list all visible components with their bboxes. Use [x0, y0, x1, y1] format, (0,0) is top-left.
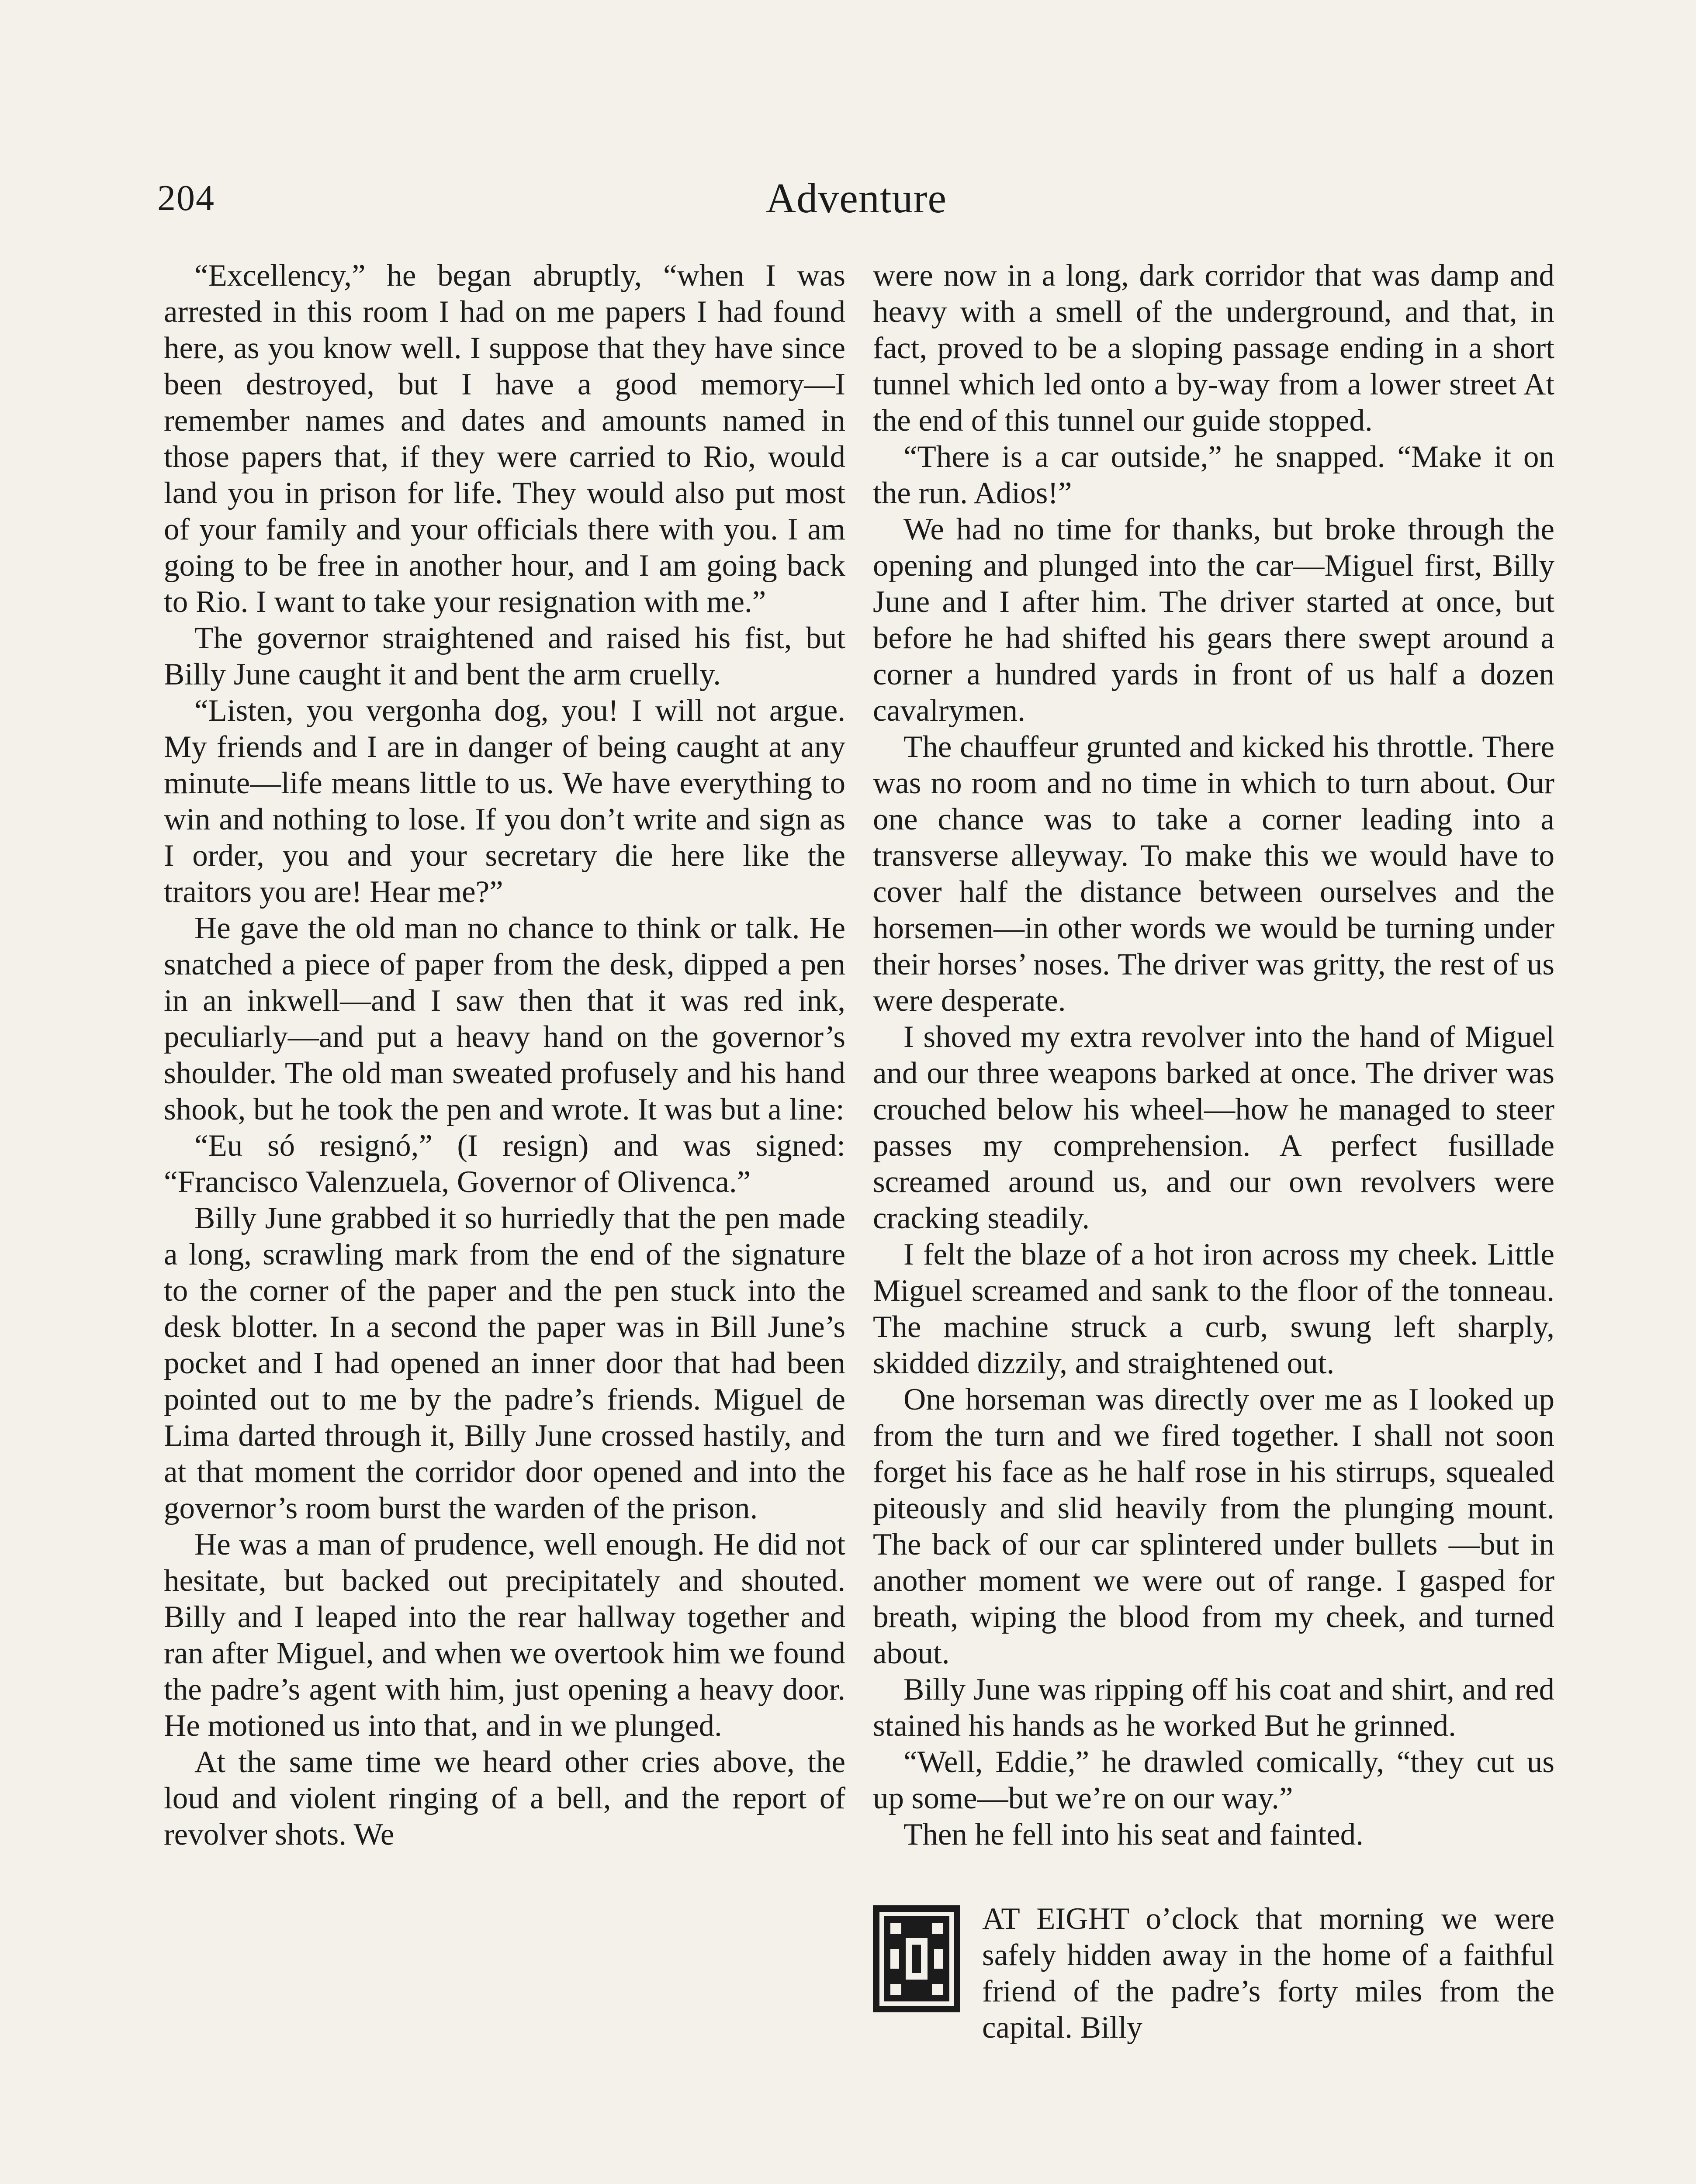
- paragraph: At the same time we heard other cries above, the loud and violent ringing of a bell, and the report of revolver shots. We: [164, 1745, 845, 1852]
- paragraph: “Listen, you vergonha dog, you! I will not argue. My friends and I are in danger of being caught at any minute—life means little to us. We have everything to win and nothing to lose. If you don’t write and sign as I order, you and your secretary die here like the traitors you are! Hear me?”: [164, 694, 845, 909]
- paragraph: “Well, Eddie,” he drawled comically, “they cut us up some—but we’re on our way.”: [873, 1745, 1554, 1815]
- page-number: 204: [157, 178, 215, 218]
- ornamental-block-icon: [873, 1905, 960, 2012]
- paragraph: I felt the blaze of a hot iron across my cheek. Little Miguel screamed and sank to the floor of the tonneau. The machine struck a curb, swung left sharply, skidded dizzily, and straightened out.: [873, 1237, 1554, 1380]
- paragraph: The chauffeur grunted and kicked his throttle. There was no room and no time in which to turn about. Our one chance was to take a corner leading into a transverse alleyway. To make this we would have to cover half the distance between ourselves and the horsemen—in other words we would be turning under their horses’ noses. The driver was gritty, the rest of us were desperate.: [873, 730, 1554, 1018]
- paragraph: He was a man of prudence, well enough. He did not hesitate, but backed out precipitately and shouted. Billy and I leaped into the rear hallway together and ran after Miguel, and when we overtook him we found the padre’s agent with him, just opening a heavy door. He motioned us into that, and in we plunged.: [164, 1527, 845, 1743]
- paragraph: “Excellency,” he began abruptly, “when I was arrested in this room I had on me papers I had found here, as you know well. I suppose that they have since been destroyed, but I have a good memory—I remember names and dates and amounts named in those papers that, if they were carried to Rio, would land you in prison for life. They would also put most of your family and your officials there with you. I am going to be free in another hour, and I am going back to Rio. I want to take your resignation with me.”: [164, 259, 845, 619]
- section-break: [873, 1901, 1554, 2046]
- paragraph: The governor straightened and raised his fist, but Billy June caught it and bent the arm cruelly.: [164, 621, 845, 691]
- section-opening-paragraph: AT EIGHT o’clock that morning we were safely hidden away in the home of a faithful friend of the padre’s forty miles from the capital. Billy: [982, 1902, 1554, 2045]
- paragraph: I shoved my extra revolver into the hand of Miguel and our three weapons barked at once. The driver was crouched below his wheel—how he managed to steer passes my comprehension. A perfect fusillade screamed around us, and our own revolvers were cracking steadily.: [873, 1020, 1554, 1235]
- paragraph: We had no time for thanks, but broke through the opening and plunged into the car—Miguel first, Billy June and I after him. The driver started at once, but before he had shifted his gears there swept around a corner a hundred yards in front of us half a dozen cavalrymen.: [873, 512, 1554, 728]
- paragraph: Billy June grabbed it so hurriedly that the pen made a long, scrawling mark from the end of the signature to the corner of the paper and the pen stuck into the desk blotter. In a second the paper was in Bill June’s pocket and I had opened an inner door that had been pointed out to me by the padre’s friends. Miguel de Lima darted through it, Billy June crossed hastily, and at that moment the corridor door opened and into the governor’s room burst the warden of the prison.: [164, 1201, 845, 1525]
- paragraph: He gave the old man no chance to think or talk. He snatched a piece of paper from the desk, dipped a pen in an inkwell—and I saw then that it was red ink, peculiarly—and put a heavy hand on the governor’s shoulder. The old man sweated profusely and his hand shook, but he took the pen and wrote. It was but a line:: [164, 911, 845, 1127]
- paragraph: Then he fell into his seat and fainted.: [903, 1818, 1364, 1852]
- paragraph: Billy June was ripping off his coat and shirt, and red stained his hands as he worked But he grinned.: [873, 1673, 1554, 1743]
- paragraph: One horseman was directly over me as I looked up from the turn and we fired together. I shall not soon forget his face as he half rose in his stirrups, squealed piteously and slid heavily from the plunging mount. The back of our car splintered under bullets —but in another moment we were out of range. I gasped for breath, wiping the blood from my cheek, and turned about.: [873, 1382, 1554, 1670]
- paragraph: were now in a long, dark corridor that was damp and heavy with a smell of the underground, and that, in fact, proved to be a sloping passage ending in a short tunnel which led onto a by-way from a lower street At the end of this tunnel our guide stopped.: [873, 259, 1554, 438]
- paragraph: “There is a car outside,” he snapped. “Make it on the run. Adios!”: [873, 440, 1554, 510]
- paragraph: “Eu só resignó,” (I resign) and was signed: “Francisco Valenzuela, Governor of Olivenca.”: [164, 1129, 845, 1199]
- magazine-title: Adventure: [765, 175, 947, 221]
- right-column: [873, 258, 1554, 2046]
- left-column: [164, 258, 845, 1853]
